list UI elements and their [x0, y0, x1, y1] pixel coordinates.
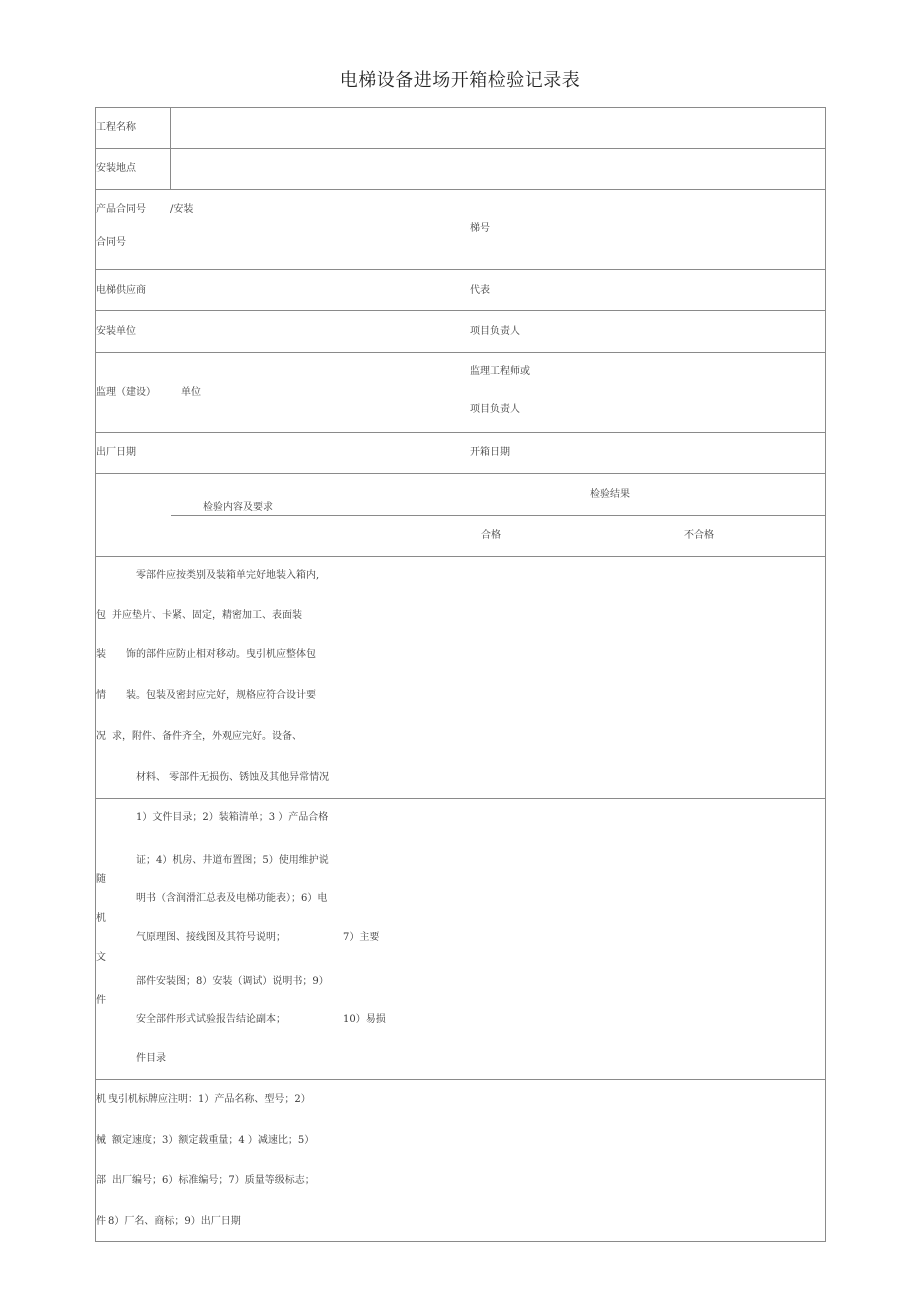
project-name-label: 工程名称 [96, 122, 136, 133]
column-divider [170, 107, 171, 189]
fail-column-header: 不合格 [684, 530, 714, 541]
mechanical-side-char: 械 [96, 1135, 106, 1146]
supplier-label: 电梯供应商 [96, 285, 146, 296]
inspection-form-table [95, 107, 826, 1242]
documents-line: 部件安装图；8）安装（调试）说明书；9） [136, 976, 329, 987]
row-divider [95, 432, 826, 433]
contract-no-label-tail: 合同号 [96, 237, 126, 248]
supervisor-manager-label: 项目负责人 [470, 404, 520, 415]
row-divider [95, 473, 826, 474]
documents-side-char: 文 [96, 952, 106, 963]
page-title: 电梯设备进场开箱检验记录表 [339, 70, 581, 91]
row-divider [95, 556, 826, 557]
row-divider [95, 310, 826, 311]
result-divider [171, 515, 826, 516]
packaging-line: 装。包装及密封应完好，规格应符合设计要 [126, 690, 316, 701]
row-divider [95, 352, 826, 353]
supervisor-engineer-label: 监理工程师或 [470, 366, 530, 377]
pass-column-header: 合格 [481, 530, 501, 541]
documents-line-tail: 10）易损 [343, 1014, 386, 1025]
mechanical-line: 额定速度；3）额定载重量；4 ）减速比；5） [112, 1135, 315, 1146]
factory-date-label: 出厂日期 [96, 447, 136, 458]
row-divider [95, 148, 826, 149]
packaging-line: 并应垫片、卡紧、固定，精密加工、表面装 [112, 610, 302, 621]
documents-side-char: 随 [96, 874, 106, 885]
install-unit-label: 安装单位 [96, 326, 136, 337]
documents-line-tail: 7）主要 [343, 932, 380, 943]
mechanical-side-char: 机 [96, 1094, 106, 1105]
elevator-no-label: 梯号 [470, 223, 490, 234]
row-divider [95, 1079, 826, 1080]
packaging-line: 求，附件、备件齐全，外观应完好。设备、 [112, 731, 302, 742]
packaging-side-char: 况 [96, 731, 106, 742]
row-divider [95, 269, 826, 270]
row-divider [95, 107, 826, 108]
mechanical-side-char: 部 [96, 1175, 106, 1186]
install-site-label: 安装地点 [96, 163, 136, 174]
mechanical-line: 出厂编号；6）标准编号；7）质量等级标志； [112, 1175, 315, 1186]
inspection-content-header: 检验内容及要求 [203, 502, 273, 513]
documents-line: 件目录 [136, 1053, 166, 1064]
mechanical-side-char: 件 [96, 1216, 106, 1227]
documents-line: 气原理图、接线图及其符号说明； [136, 932, 286, 943]
packaging-side-char: 装 [96, 649, 106, 660]
contract-no-label: 产品合同号 [96, 204, 146, 215]
unpacking-date-label: 开箱日期 [470, 447, 510, 458]
representative-label: 代表 [470, 285, 490, 296]
contract-no-label-install: /安装 [170, 204, 194, 215]
documents-line: 1）文件目录；2）装箱清单；3 ）产品合格 [136, 812, 329, 823]
inspection-result-header: 检验结果 [590, 489, 630, 500]
documents-line: 安全部件形式试验报告结论副本； [136, 1014, 286, 1025]
packaging-line: 零部件应按类别及装箱单完好地装入箱内, [136, 570, 320, 581]
packaging-side-char: 情 [96, 690, 106, 701]
packaging-side-char: 包 [96, 610, 106, 621]
row-divider [95, 798, 826, 799]
mechanical-line: 8）厂名、商标；9）出厂日期 [108, 1216, 241, 1227]
supervision-unit-label: 单位 [181, 387, 201, 398]
documents-side-char: 机 [96, 913, 106, 924]
supervision-label: 监理（建设） [96, 387, 156, 398]
packaging-line: 材料、 零部件无损伤、锈蚀及其他异常情况 [136, 772, 330, 783]
project-manager-label: 项目负责人 [470, 326, 520, 337]
row-divider [95, 189, 826, 190]
documents-line: 明书（含润滑汇总表及电梯功能表）；6）电 [136, 893, 328, 904]
packaging-line: 饰的部件应防止相对移动。曳引机应整体包 [126, 649, 316, 660]
mechanical-line: 曳引机标牌应注明：1）产品名称、型号；2） [108, 1094, 311, 1105]
documents-line: 证；4）机房、井道布置图；5）使用维护说 [136, 855, 329, 866]
documents-side-char: 件 [96, 995, 106, 1006]
